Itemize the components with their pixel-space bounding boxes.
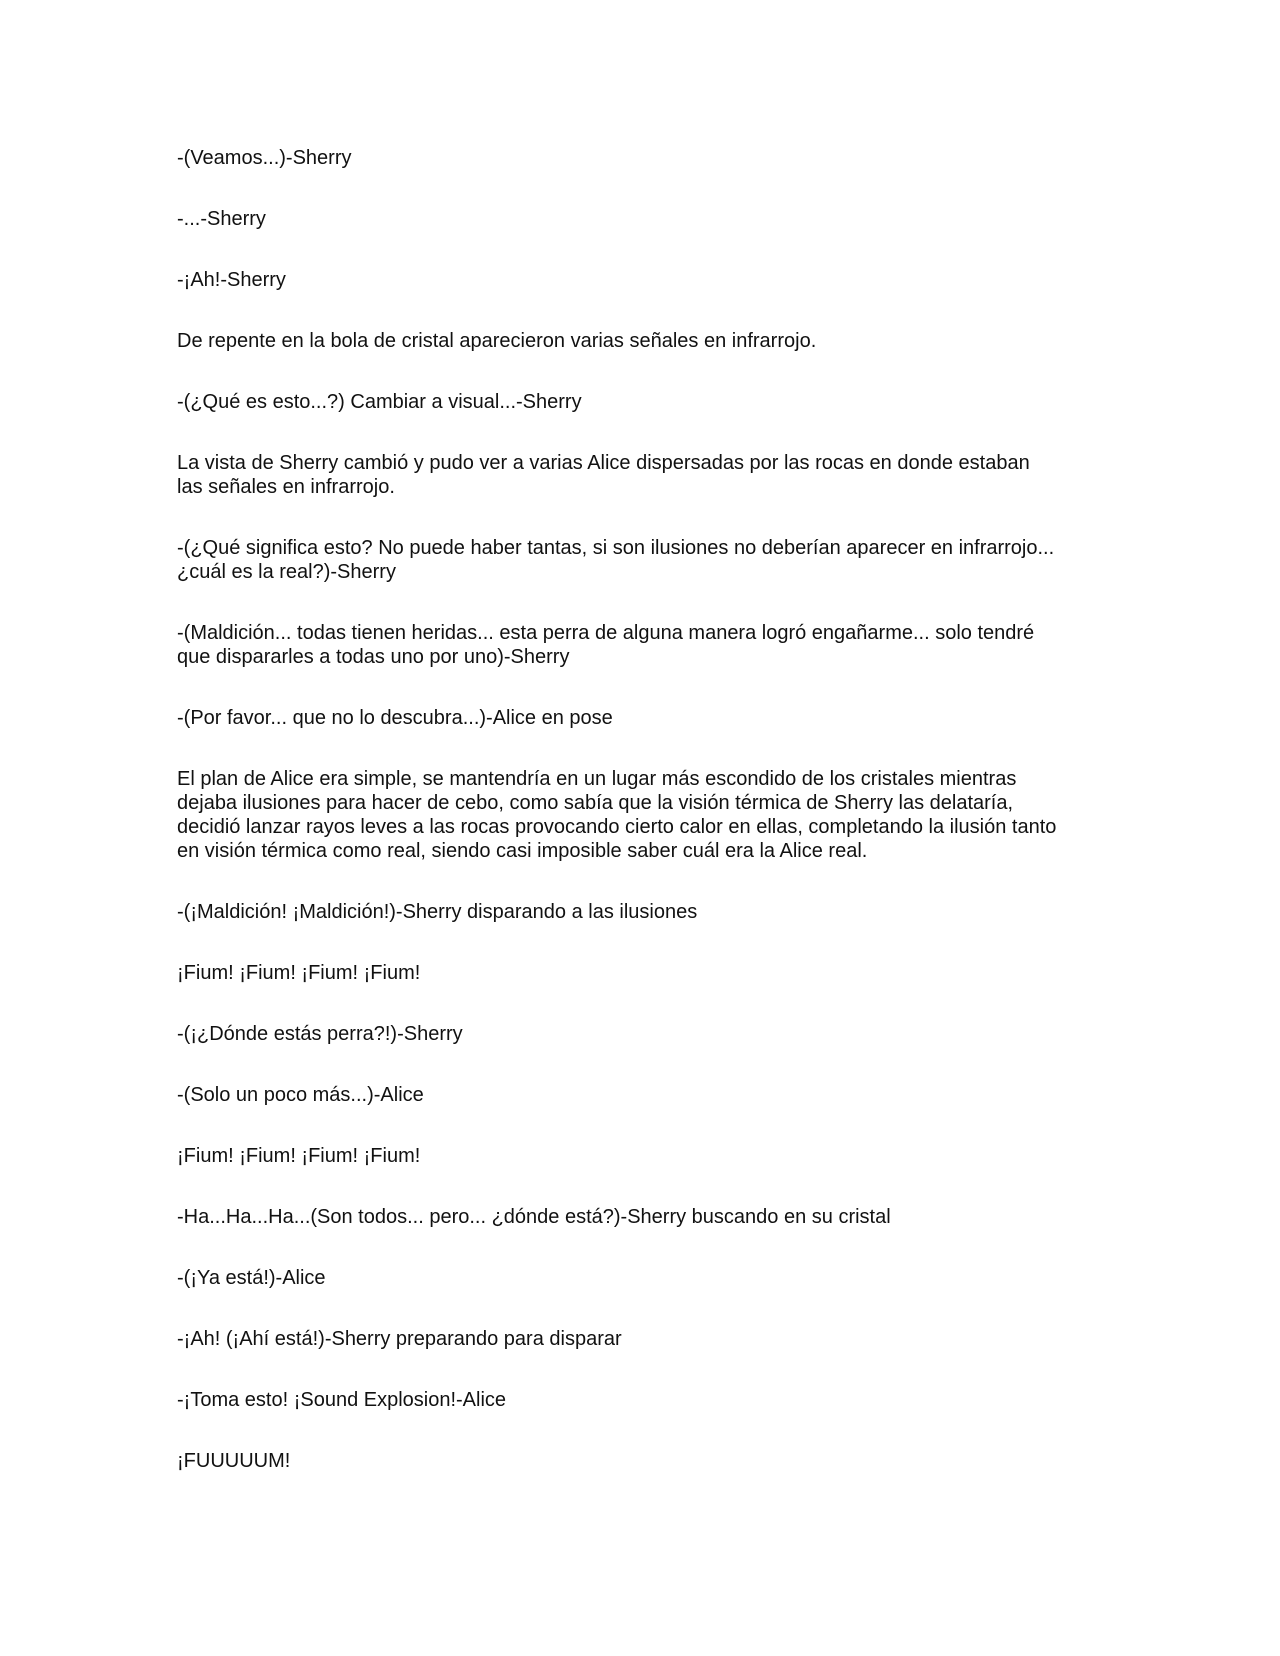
text-line: -(Veamos...)-Sherry [177, 147, 352, 169]
text-line: ¡Fium! ¡Fium! ¡Fium! ¡Fium! [177, 962, 421, 984]
paragraph [177, 961, 1107, 985]
text-line: ¡FUUUUUM! [177, 1450, 291, 1472]
paragraph [177, 329, 1107, 353]
paragraph [177, 390, 1107, 414]
text-line: que dispararles a todas uno por uno)-Sherry [177, 646, 570, 668]
text-line: El plan de Alice era simple, se mantendría en un lugar más escondido de los cristales mientras [177, 768, 1017, 790]
paragraph [177, 1266, 1107, 1290]
text-line: La vista de Sherry cambió y pudo ver a varias Alice dispersadas por las rocas en donde estaban [177, 452, 1030, 474]
text-line: las señales en infrarrojo. [177, 476, 395, 498]
document-body [177, 146, 1107, 1473]
paragraph [177, 1449, 1107, 1473]
paragraph [177, 900, 1107, 924]
text-line: -¡Ah! (¡Ahí está!)-Sherry preparando para disparar [177, 1328, 622, 1350]
paragraph [177, 451, 1107, 499]
text-line: -(Maldición... todas tienen heridas... esta perra de alguna manera logró engañarme... solo tendré [177, 622, 1035, 644]
paragraph [177, 1327, 1107, 1351]
paragraph [177, 1083, 1107, 1107]
paragraph [177, 536, 1107, 584]
text-line: -(Solo un poco más...)-Alice [177, 1084, 424, 1106]
paragraph [177, 706, 1107, 730]
paragraph [177, 207, 1107, 231]
text-line: dejaba ilusiones para hacer de cebo, como sabía que la visión térmica de Sherry las delataría, [177, 792, 1014, 814]
text-line: -Ha...Ha...Ha...(Son todos... pero... ¿dónde está?)-Sherry buscando en su cristal [177, 1206, 891, 1228]
text-line: -(Por favor... que no lo descubra...)-Alice en pose [177, 707, 613, 729]
paragraph [177, 621, 1107, 669]
text-line: -(¡Maldición! ¡Maldición!)-Sherry disparando a las ilusiones [177, 901, 698, 923]
paragraph [177, 146, 1107, 170]
paragraph [177, 767, 1107, 863]
paragraph [177, 1205, 1107, 1229]
text-line: -...-Sherry [177, 208, 266, 230]
paragraph [177, 1388, 1107, 1412]
paragraph [177, 268, 1107, 292]
text-line: en visión térmica como real, siendo casi imposible saber cuál era la Alice real. [177, 840, 868, 862]
text-line: decidió lanzar rayos leves a las rocas provocando cierto calor en ellas, completando la ilusión tanto [177, 816, 1057, 838]
text-line: -¡Ah!-Sherry [177, 269, 286, 291]
paragraph [177, 1144, 1107, 1168]
text-line: -(¡Ya está!)-Alice [177, 1267, 326, 1289]
paragraph [177, 1022, 1107, 1046]
text-line: ¿cuál es la real?)-Sherry [177, 561, 396, 583]
text-line: -(¿Qué significa esto? No puede haber tantas, si son ilusiones no deberían aparecer en infrarrojo... [177, 537, 1055, 559]
text-line: De repente en la bola de cristal aparecieron varias señales en infrarrojo. [177, 330, 817, 352]
text-line: -¡Toma esto! ¡Sound Explosion!-Alice [177, 1389, 507, 1411]
text-line: ¡Fium! ¡Fium! ¡Fium! ¡Fium! [177, 1145, 421, 1167]
text-line: -(¡¿Dónde estás perra?!)-Sherry [177, 1023, 463, 1045]
text-line: -(¿Qué es esto...?) Cambiar a visual...-Sherry [177, 391, 582, 413]
